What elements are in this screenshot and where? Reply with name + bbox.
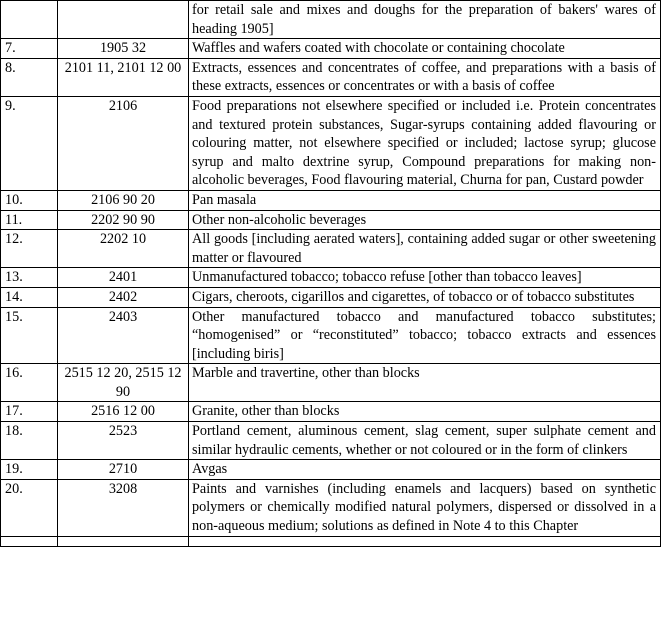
table-row [1,96,661,190]
description-cell: Marble and travertine, other than blocks [189,364,661,402]
table-row [1,230,661,268]
tariff-heading-cell [58,1,189,39]
serial-number-cell: 12. [1,230,58,268]
description-cell: Granite, other than blocks [189,402,661,422]
table-row [1,536,661,546]
description-cell: Other manufactured tobacco and manufactured tobacco substitutes; “homogenised” or “reconstituted” tobacco; tobacco extracts and essences [including biris] [189,307,661,364]
tariff-heading-cell: 2516 12 00 [58,402,189,422]
serial-number-cell [1,1,58,39]
tariff-heading-cell: 2106 90 20 [58,190,189,210]
description-cell: Pan masala [189,190,661,210]
description-cell: Waffles and wafers coated with chocolate or containing chocolate [189,39,661,59]
tariff-table-body [1,0,661,546]
serial-number-cell [1,536,58,546]
table-row [1,460,661,480]
serial-number-cell: 8. [1,58,58,96]
tariff-heading-cell: 2523 [58,422,189,460]
serial-number-cell: 10. [1,190,58,210]
description-cell: Unmanufactured tobacco; tobacco refuse [other than tobacco leaves] [189,268,661,288]
table-row [1,307,661,364]
tariff-heading-cell: 2710 [58,460,189,480]
serial-number-cell: 13. [1,268,58,288]
tariff-heading-cell: 2401 [58,268,189,288]
description-cell: Extracts, essences and concentrates of coffee, and preparations with a basis of these extracts, essences or concentrates or with a basis of coffee [189,58,661,96]
serial-number-cell: 18. [1,422,58,460]
table-row [1,364,661,402]
tariff-heading-cell: 2515 12 20, 2515 12 90 [58,364,189,402]
description-cell: Cigars, cheroots, cigarillos and cigarettes, of tobacco or of tobacco substitutes [189,287,661,307]
serial-number-cell: 15. [1,307,58,364]
description-cell: Other non-alcoholic beverages [189,210,661,230]
serial-number-cell: 19. [1,460,58,480]
serial-number-cell: 14. [1,287,58,307]
tariff-heading-cell: 2101 11, 2101 12 00 [58,58,189,96]
table-row [1,58,661,96]
table-row [1,479,661,536]
tariff-heading-cell: 2202 10 [58,230,189,268]
description-cell: All goods [including aerated waters], containing added sugar or other sweetening matter or flavoured [189,230,661,268]
tariff-heading-cell: 2106 [58,96,189,190]
table-row [1,402,661,422]
tariff-heading-cell: 3208 [58,479,189,536]
serial-number-cell: 20. [1,479,58,536]
serial-number-cell: 11. [1,210,58,230]
table-row [1,1,661,39]
table-row [1,210,661,230]
tariff-heading-cell: 2202 90 90 [58,210,189,230]
serial-number-cell: 16. [1,364,58,402]
description-cell: Paints and varnishes (including enamels and lacquers) based on synthetic polymers or chemically modified natural polymers, dispersed or dissolved in a non-aqueous medium; solutions as defined in Note 4 to this Chapter [189,479,661,536]
table-row [1,190,661,210]
table-row [1,39,661,59]
description-cell: for retail sale and mixes and doughs for the preparation of bakers' wares of heading 1905] [189,1,661,39]
table-row [1,422,661,460]
serial-number-cell: 9. [1,96,58,190]
tariff-heading-cell: 1905 32 [58,39,189,59]
table-row [1,268,661,288]
tariff-heading-cell [58,536,189,546]
description-cell: Avgas [189,460,661,480]
table-row [1,287,661,307]
description-cell [189,536,661,546]
serial-number-cell: 17. [1,402,58,422]
description-cell: Food preparations not elsewhere specified or included i.e. Protein concentrates and textured protein substances, Sugar-syrups containing added flavouring or colouring matter, not elsewhere specified or included; lactose syrup; glucose syrup and malto dextrine syrup, Compound preparations for making non-alcoholic beverages, Food flavouring material, Churna for pan, Custard powder [189,96,661,190]
description-cell: Portland cement, aluminous cement, slag cement, super sulphate cement and similar hydraulic cements, whether or not coloured or in the form of clinkers [189,422,661,460]
tariff-heading-cell: 2403 [58,307,189,364]
tariff-heading-cell: 2402 [58,287,189,307]
serial-number-cell: 7. [1,39,58,59]
